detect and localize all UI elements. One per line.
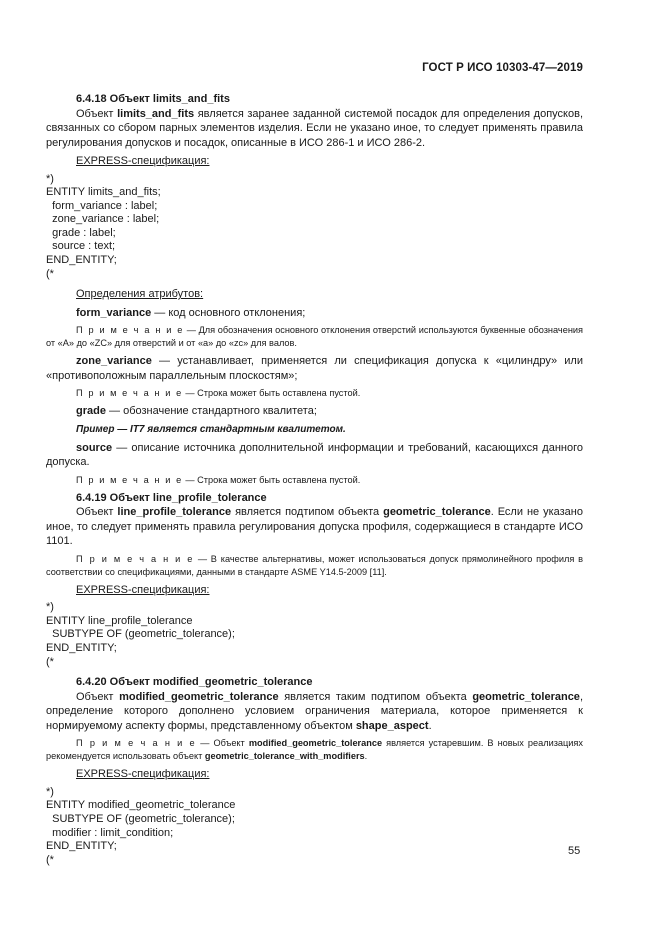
section-heading-line-profile-tolerance: 6.4.19 Объект line_profile_tolerance <box>76 491 267 504</box>
express-spec-label: EXPRESS-спецификация: <box>76 583 210 596</box>
attribute-definition: source — описание источника дополнительной информации и требований, касающихся данного допуска. <box>46 441 583 469</box>
example: Пример — IT7 является стандартным квалитетом. <box>76 423 346 435</box>
document-id: ГОСТ Р ИСО 10303-47—2019 <box>422 62 583 74</box>
section-intro-line-profile-tolerance: Объект line_profile_tolerance является подтипом объекта geometric_tolerance. Если не указано иное, то следует применять правила регулирования допуска профиля, содержащиеся в стандарте ИСО 1101. <box>46 506 583 548</box>
section-intro-limits-and-fits: Объект limits_and_fits является заранее заданной системой посадок для определения допусков, связанных со сбором парных элементов изделия. Если не указано иное, то следует применять правила регулирования допусков и посадок, описанные в ИСО 286-1 и ИСО 286-2. <box>46 107 584 149</box>
page-number: 55 <box>568 845 581 857</box>
note: П р и м е ч а н и е — Строка может быть оставлена пустой. <box>76 474 361 485</box>
express-code-block: *) ENTITY line_profile_tolerance SUBTYPE OF (geometric_tolerance); END_ENTITY; (* <box>46 601 235 668</box>
note: П р и м е ч а н и е — Объект modified_geometric_tolerance является устаревшим. В новых реализациях рекомендуется использовать объект geometric_tolerance_with_modifiers. <box>46 738 583 762</box>
express-code-block: *) ENTITY modified_geometric_tolerance SUBTYPE OF (geometric_tolerance); modifier : limit_condition; END_ENTITY; (* <box>46 785 236 866</box>
attribute-definition: form_variance — код основного отклонения; <box>76 306 306 319</box>
express-spec-label: EXPRESS-спецификация: <box>76 768 210 781</box>
section-heading-limits-and-fits: 6.4.18 Объект limits_and_fits <box>76 93 230 105</box>
express-code-block: *) ENTITY limits_and_fits; form_variance : label; zone_variance : label; grade : label; source : text; END_ENTITY; (* <box>46 172 161 280</box>
attribute-definitions-label: Определения атрибутов: <box>76 288 204 301</box>
note: П р и м е ч а н и е — В качестве альтернативы, может использоваться допуск прямолинейного профиля в соответствии со спецификациями, данными в стандарте ASME Y14.5-2009 [11]. <box>46 553 583 577</box>
attribute-definition: zone_variance — устанавливает, применяется ли спецификация допуска к «цилиндру» или «противоположным параллельным плоскостям»; <box>46 355 583 382</box>
attribute-definition: grade — обозначение стандартного квалитета; <box>76 405 317 418</box>
note: П р и м е ч а н и е — Строка может быть оставлена пустой. <box>76 388 361 399</box>
section-intro-modified-geometric-tolerance: Объект modified_geometric_tolerance является таким подтипом объекта geometric_tolerance, определение которого дополнено условием ограничения материала, которое применяется к нормируемому аспекту формы, представленному объектом shape_aspect. <box>46 690 583 732</box>
page-content <box>46 92 583 867</box>
entity-term: limits_and_fits <box>117 107 195 120</box>
note: П р и м е ч а н и е — Для обозначения основного отклонения отверстий используются буквенные обозначения от «A» до «ZC» для отверстий и от «a» до «zc» для валов. <box>46 325 583 349</box>
express-spec-label: EXPRESS-спецификация: <box>76 155 210 167</box>
section-heading-modified-geometric-tolerance: 6.4.20 Объект modified_geometric_tolerance <box>76 676 313 689</box>
